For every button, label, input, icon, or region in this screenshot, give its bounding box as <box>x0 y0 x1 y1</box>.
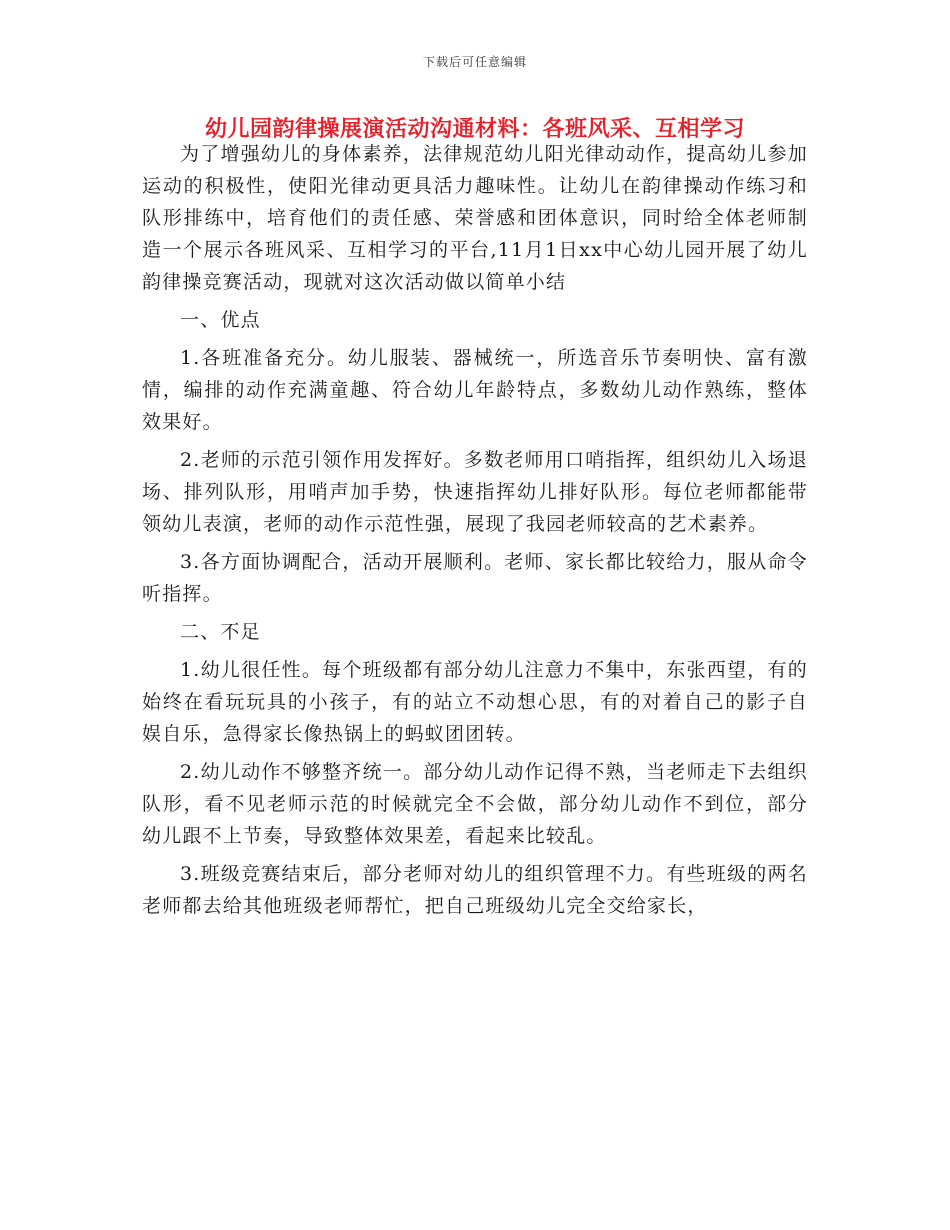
strength-item-2: 2.老师的示范引领作用发挥好。多数老师用口哨指挥，组织幼儿入场退场、排列队形，用哨声加手势，快速指挥幼儿排好队形。每位老师都能带领幼儿表演，老师的动作示范性强，展现了我园老师较高的艺术素养。 <box>142 449 808 535</box>
shortcoming-item-2: 2.幼儿动作不够整齐统一。部分幼儿动作记得不熟，当老师走下去组织队形，看不见老师示范的时候就完全不会做，部分幼儿动作不到位，部分幼儿跟不上节奏，导致整体效果差，看起来比较乱。 <box>142 761 808 847</box>
strength-item-1: 1.各班准备充分。幼儿服装、器械统一，所选音乐节奏明快、富有激情，编排的动作充满童趣、符合幼儿年龄特点，多数幼儿动作熟练，整体效果好。 <box>142 347 808 433</box>
header-note: 下载后可任意编辑 <box>422 55 527 69</box>
shortcoming-item-1: 1.幼儿很任性。每个班级都有部分幼儿注意力不集中，东张西望，有的始终在看玩玩具的小孩子，有的站立不动想心思，有的对着自己的影子自娱自乐，急得家长像热锅上的蚂蚁团团转。 <box>142 659 808 745</box>
document-title: 幼儿园韵律操展演活动沟通材料：各班风采、互相学习 <box>204 116 745 142</box>
section-heading-strengths: 一、优点 <box>180 309 261 331</box>
section-heading-shortcomings: 二、不足 <box>180 621 261 643</box>
shortcoming-item-3: 3.班级竞赛结束后，部分老师对幼儿的组织管理不力。有些班级的两名老师都去给其他班级老师帮忙，把自己班级幼儿完全交给家长， <box>142 863 808 917</box>
intro-paragraph: 为了增强幼儿的身体素养，法律规范幼儿阳光律动动作，提高幼儿参加运动的积极性，使阳光律动更具活力趣味性。让幼儿在韵律操动作练习和队形排练中，培育他们的责任感、荣誉感和团体意识，同时给全体老师制造一个展示各班风采、互相学习的平台,11月1日xx中心幼儿园开展了幼儿韵律操竞赛活动，现就对这次活动做以简单小结 <box>142 143 808 293</box>
document-body <box>142 138 808 928</box>
strength-item-3: 3.各方面协调配合，活动开展顺利。老师、家长都比较给力，服从命令听指挥。 <box>142 551 808 605</box>
